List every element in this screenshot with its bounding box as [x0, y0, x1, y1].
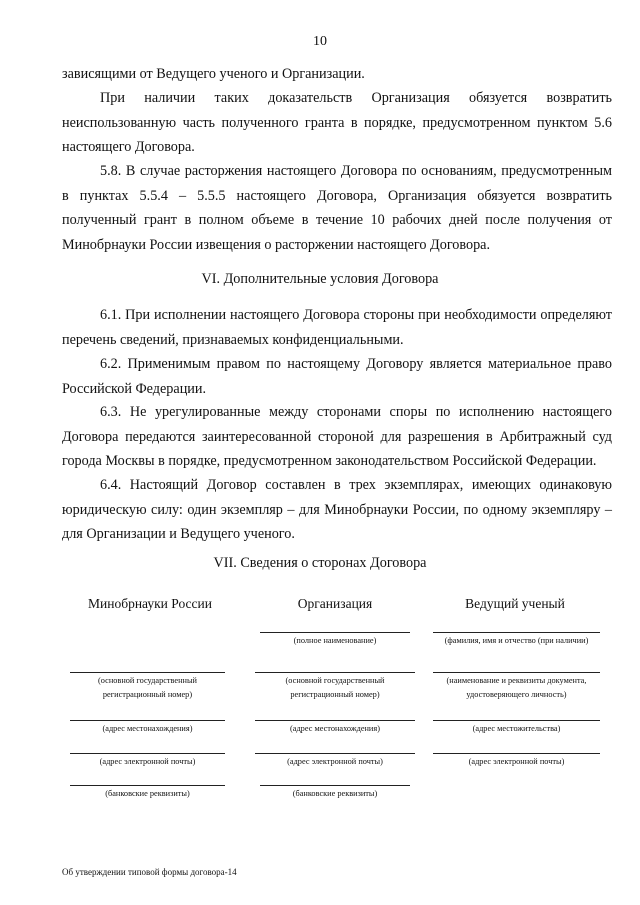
paragraph-refund-evidence: При наличии таких доказательств Организация обязуется возвратить неиспользованную часть полученного гранта в порядке, предусмотренном пунктом 5.6 настоящего Договора. [62, 90, 612, 155]
footer-note: Об утверждении типовой формы договора-14 [62, 867, 237, 877]
section-7-heading: VII. Сведения о сторонах Договора [213, 555, 427, 571]
paragraph-continuation: зависящими от Ведущего ученого и Организации. [62, 66, 365, 82]
organization-name-field: (полное наименование) [260, 632, 410, 648]
scientist-id-document-field: (наименование и реквизиты документа, удостоверяющего личность) [433, 672, 600, 702]
paragraph-6-3: 6.3. Не урегулированные между сторонами споры по исполнению настоящего Договора передаются заинтересованной стороной для разрешения в Арбитражный суд города Москвы в порядке, предусмотренном законодательством Российской Федерации. [62, 404, 612, 469]
section-6-heading: VI. Дополнительные условия Договора [201, 271, 439, 287]
organization-address-field: (адрес местонахождения) [255, 720, 415, 736]
ministry-email-field: (адрес электронной почты) [70, 753, 225, 769]
organization-email-field: (адрес электронной почты) [255, 753, 415, 769]
scientist-residence-field: (адрес местожительства) [433, 720, 600, 736]
ministry-column-title: Минобрнауки России [88, 596, 212, 611]
paragraph-6-1: 6.1. При исполнении настоящего Договора стороны при необходимости определяют перечень сведений, признаваемых конфиденциальными. [62, 307, 612, 348]
scientist-column-title: Ведущий ученый [465, 596, 565, 611]
page-number: 10 [313, 34, 327, 49]
paragraph-5-8: 5.8. В случае расторжения настоящего Договора по основаниям, предусмотренным в пунктах 5.5.4 – 5.5.5 настоящего Договора, Организация обязуется возвратить полученный грант в полном объеме в течение 10 рабочих дней после получения от Минобрнауки России извещения о расторжении настоящего Договора. [62, 163, 612, 253]
organization-bank-field: (банковские реквизиты) [260, 785, 410, 801]
paragraph-6-4: 6.4. Настоящий Договор составлен в трех экземплярах, имеющих одинаковую юридическую силу: один экземпляр – для Минобрнауки России, по одному экземпляру – для Организации и Ведущего ученого. [62, 477, 612, 542]
ministry-bank-field: (банковские реквизиты) [70, 785, 225, 801]
scientist-name-field: (фамилия, имя и отчество (при наличии) [433, 632, 600, 648]
organization-ogrn-field: (основной государственный регистрационный номер) [255, 672, 415, 702]
ministry-ogrn-field: (основной государственный регистрационный номер) [70, 672, 225, 702]
ministry-address-field: (адрес местонахождения) [70, 720, 225, 736]
paragraph-6-2: 6.2. Применимым правом по настоящему Договору является материальное право Российской Федерации. [62, 356, 612, 397]
organization-column-title: Организация [297, 596, 373, 611]
scientist-email-field: (адрес электронной почты) [433, 753, 600, 769]
